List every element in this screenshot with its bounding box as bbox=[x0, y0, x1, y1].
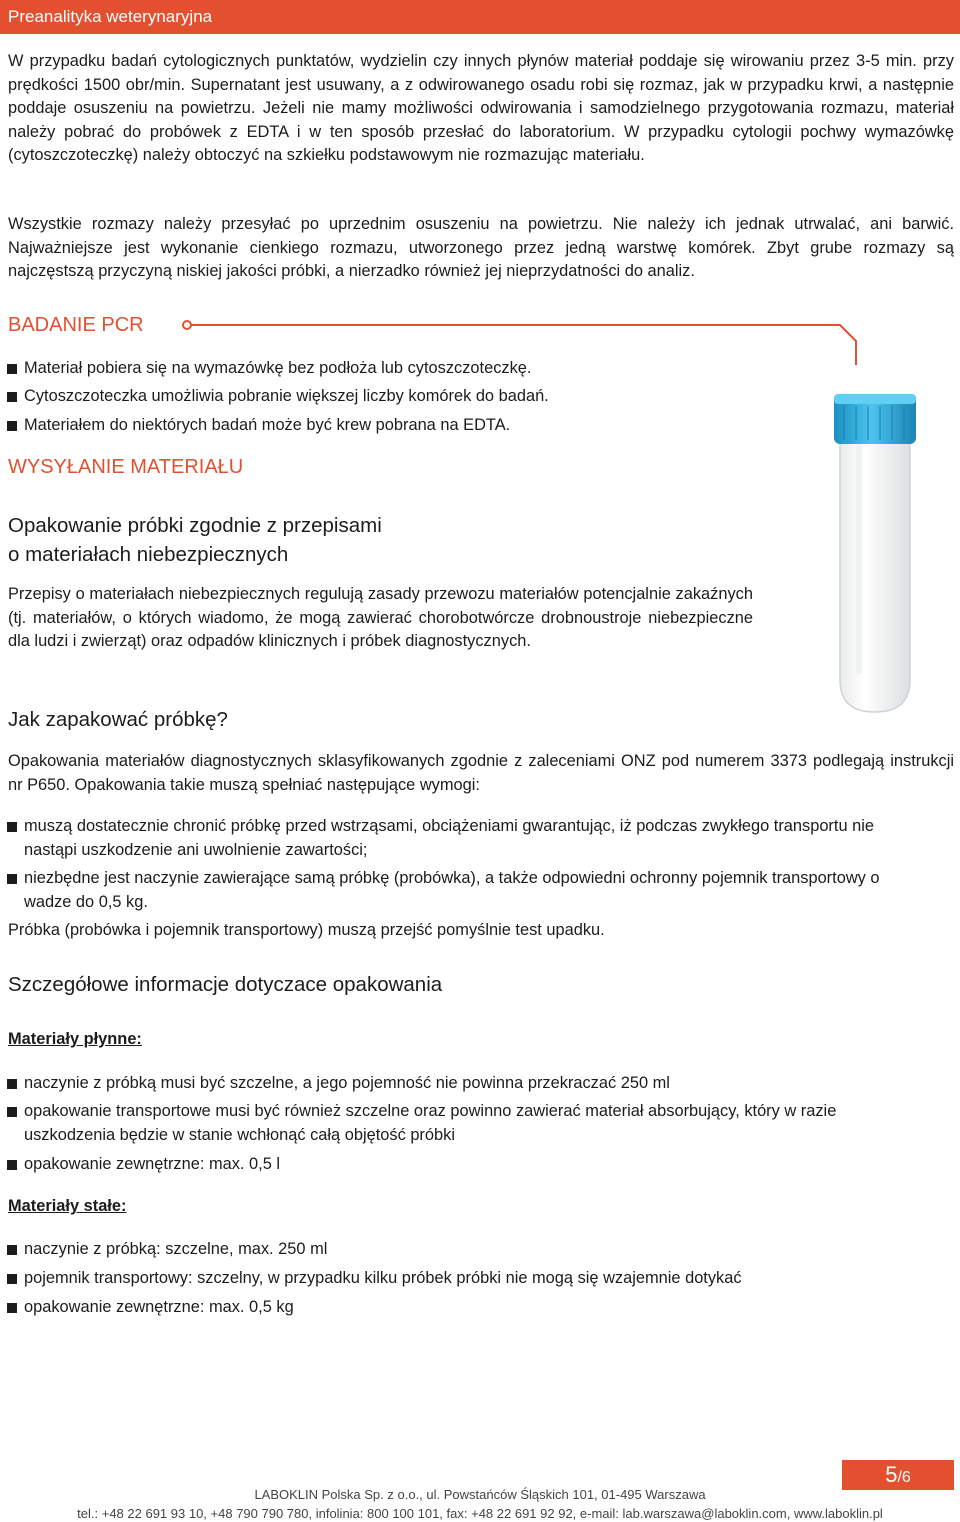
pcr-list-item: Cytoszczoteczka umożliwia pobranie większej liczby komórek do badań. bbox=[24, 385, 549, 409]
pcr-heading: BADANIE PCR bbox=[8, 314, 144, 336]
packaging-heading-line-1: Opakowanie próbki zgodnie z przepisami bbox=[8, 514, 382, 537]
page-number-badge bbox=[842, 1460, 954, 1490]
liquid-item: opakowanie zewnętrzne: max. 0,5 l bbox=[24, 1153, 904, 1177]
packaging-heading-line-2: o materiałach niebezpiecznych bbox=[8, 543, 289, 566]
liquid-item: naczynie z próbką musi być szczelne, a jego pojemność nie powinna przekraczać 250 ml bbox=[24, 1072, 904, 1096]
drop-test-paragraph: Próbka (probówka i pojemnik transportowy) muszą przejść pomyślnie test upadku. bbox=[8, 921, 605, 939]
footer-company: LABOKLIN Polska Sp. z o.o., ul. Powstańców Śląskich 101, 01-495 Warszawa bbox=[254, 1487, 706, 1502]
how-to-pack-heading: Jak zapakować próbkę? bbox=[8, 708, 228, 731]
page-number: 5 bbox=[885, 1462, 898, 1487]
solid-item: naczynie z próbką: szczelne, max. 250 ml bbox=[24, 1238, 904, 1262]
test-tube-image bbox=[760, 340, 960, 740]
pcr-list-item: Materiałem do niektórych badań może być krew pobrana na EDTA. bbox=[24, 414, 510, 438]
liquid-materials-heading: Materiały płynne: bbox=[8, 1030, 142, 1048]
header-bar bbox=[0, 0, 960, 34]
how-to-pack-paragraph: Opakowania materiałów diagnostycznych sklasyfikowanych zgodnie z zaleceniami ONZ pod numerem 3373 podlegają instrukcji nr P650. Opakowania takie muszą spełniać następujące wymogi: bbox=[8, 752, 954, 794]
solid-item: pojemnik transportowy: szczelny, w przypadku kilku próbek próbki nie mogą się wzajemnie dotykać bbox=[24, 1267, 904, 1291]
pcr-list-item: Materiał pobiera się na wymazówkę bez podłoża lub cytoszczoteczkę. bbox=[24, 357, 531, 381]
solid-materials-heading: Materiały stałe: bbox=[8, 1197, 127, 1215]
intro-paragraph-2: Wszystkie rozmazy należy przesyłać po uprzednim osuszeniu na powietrzu. Nie należy ich jednak utrwalać, ani barwić. Najważniejsze jest wykonanie cienkiego rozmazu, utworzonego przez jedną warstwę komórek. Zbyt grube rozmazy są najczęstszą przyczyną niskiej jakości próbki, a nierzadko również jej nieprzydatności do analiz. bbox=[8, 215, 954, 280]
intro-paragraph-1: W przypadku badań cytologicznych punktatów, wydzielin czy innych płynów materiał poddaje się wirowaniu przez 3-5 min. przy prędkości 1500 obr/min. Supernatant jest usuwany, a z odwirowanego osadu robi się rozmaz, jak w przypadku krwi, a następnie poddaje osuszeniu na powietrzu. Jeżeli nie mamy możliwości odwirowania i samodzielnego przygotowania rozmazu, materiał należy pobrać do probówek z EDTA i w ten sposób przesłać do laboratorium. W przypadku cytologii pochwy wymazówkę (cytoszczoteczkę) należy obtoczyć na szkiełku podstawowym nie rozmazując materiału. bbox=[8, 52, 954, 164]
solid-item: opakowanie zewnętrzne: max. 0,5 kg bbox=[24, 1296, 904, 1320]
page-total: /6 bbox=[897, 1469, 911, 1486]
page-header-title: Preanalityka weterynaryjna bbox=[8, 7, 213, 26]
liquid-item: opakowanie transportowe musi być również szczelne oraz powinno zawierać materiał absorbujący, który w razie uszkodzenia będzie w stanie wchłonąć całą objętość próbki bbox=[24, 1100, 904, 1147]
shipping-heading: WYSYŁANIE MATERIAŁU bbox=[8, 456, 244, 478]
details-heading: Szczegółowe informacje dotyczace opakowania bbox=[8, 973, 443, 996]
requirement-item: niezbędne jest naczynie zawierające samą próbkę (probówka), a także odpowiedni ochronny pojemnik transportowy o wadze do 0,5 kg. bbox=[24, 867, 904, 914]
footer-contacts: tel.: +48 22 691 93 10, +48 790 790 780, infolinia: 800 100 101, fax: +48 22 691 92 92, e-mail: lab.warszawa@laboklin.com, www.laboklin.pl bbox=[77, 1506, 883, 1521]
requirement-item: muszą dostatecznie chronić próbkę przed wstrząsami, obciążeniami gwarantując, iż podczas zwykłego transportu nie nastąpi uszkodzenie ani uwolnienie zawartości; bbox=[24, 815, 904, 862]
rules-paragraph: Przepisy o materiałach niebezpiecznych regulują zasady przewozu materiałów potencjalnie zakaźnych (tj. materiałów, o których wiadomo, że mogą zawierać chorobotwórcze drobnoustroje niebezpieczne dla ludzi i zwierząt) oraz odpadów klinicznych i próbek diagnostycznych. bbox=[8, 585, 753, 650]
